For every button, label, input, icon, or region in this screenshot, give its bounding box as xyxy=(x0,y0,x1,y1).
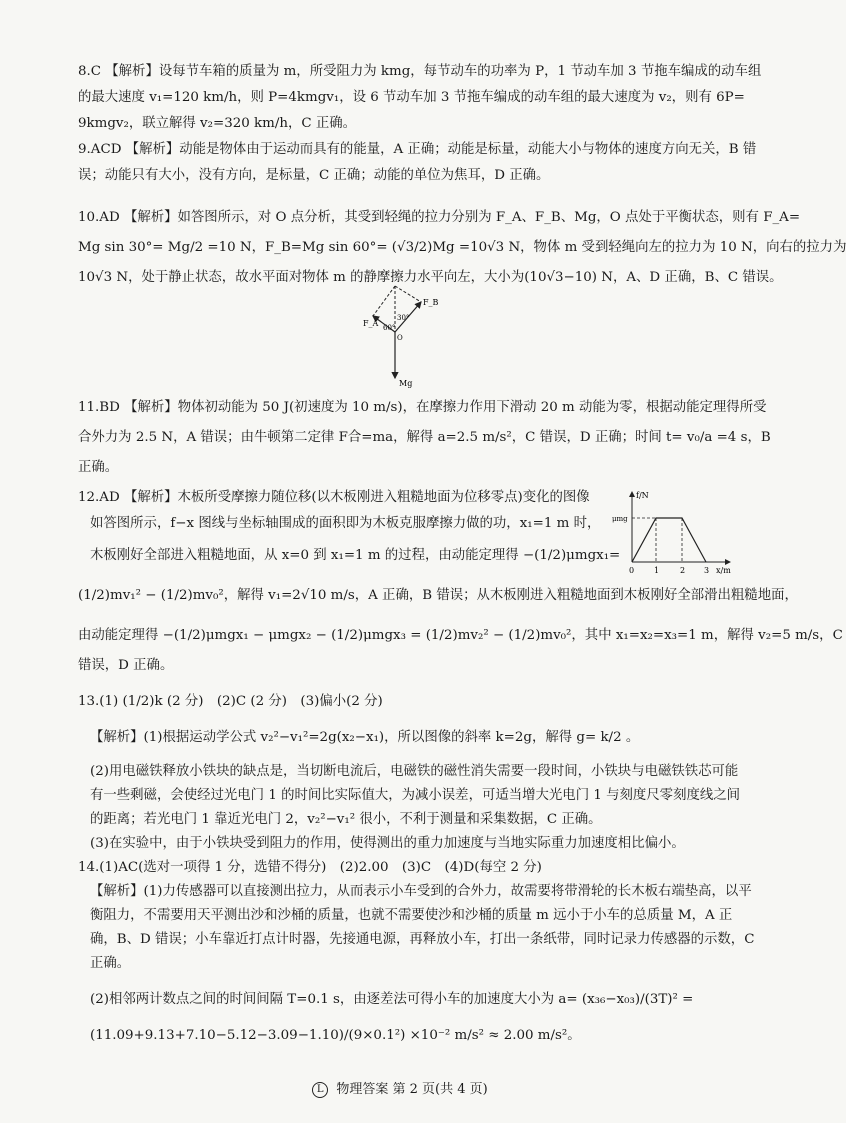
q12-line-3: 木板刚好全部进入粗糙地面，从 x=0 到 x₁=1 m 的过程，由动能定理得 −(1/2)μmgx₁= xyxy=(90,548,621,563)
q9-line-1: 9.ACD 【解析】动能是物体由于运动而具有的能量，A 正确；动能是标量，动能大小与物体的速度方向无关，B 错 xyxy=(78,142,757,157)
parallelogram-dashed-2 xyxy=(373,286,395,316)
angle-60-label: 60° xyxy=(383,324,396,332)
point-o-label: O xyxy=(397,334,403,342)
q11-line-1: 11.BD 【解析】物体初动能为 50 J(初速度为 10 m/s)，在摩擦力作用下滑动 20 m 动能为零，根据动能定理得所受 xyxy=(78,400,767,415)
q12-line-2: 如答图所示，f−x 图线与坐标轴围成的面积即为木板克服摩擦力做的功，x₁=1 m 时， xyxy=(90,516,601,531)
q12-line-5: 由动能定理得 −(1/2)μmgx₁ − μmgx₂ − (1/2)μmgx₃ = (1/2)mv₂² − (1/2)mv₀²，其中 x₁=x₂=x₃=1 m，解得 v₂=5 m/s，C xyxy=(78,628,843,643)
q11-line-2: 合外力为 2.5 N，A 错误；由牛顿第二定律 F合=ma，解得 a=2.5 m/s²，C 错误，D 正确；时间 t= v₀/a =4 s，B xyxy=(78,430,771,445)
q10-line-2: Mg sin 30°= Mg/2 =10 N，F_B=Mg sin 60°= (√3/2)Mg =10√3 N，物体 m 受到轻绳向左的拉力为 10 N，向右的拉力为 xyxy=(78,240,846,255)
y-axis-label: f/N xyxy=(636,491,649,500)
x-tick-0: 0 xyxy=(629,566,635,575)
fb-label: F_B xyxy=(423,298,439,307)
q14-analysis-6: (11.09+9.13+7.10−5.12−3.09−1.10)/(9×0.1²) ×10⁻² m/s² ≈ 2.00 m/s²。 xyxy=(90,1028,581,1043)
page-footer xyxy=(0,1078,800,1098)
friction-graph xyxy=(612,486,740,576)
q8-line-1: 8.C 【解析】设每节车箱的质量为 m，所受阻力为 kmg，每节动车的功率为 P，1 节动车加 3 节拖车编成的动车组 xyxy=(78,64,762,79)
x-tick-1: 1 xyxy=(654,566,660,575)
q12-line-1: 12.AD 【解析】木板所受摩擦力随位移(以木板刚进入粗糙地面为位移零点)变化的图像 xyxy=(78,490,590,505)
fa-label: F_A xyxy=(363,319,379,328)
q8-line-3: 9kmgv₂，联立解得 v₂=320 km/h，C 正确。 xyxy=(78,116,357,131)
force-diagram xyxy=(355,278,455,388)
q14-analysis-1: 【解析】(1)力传感器可以直接测出拉力，从而表示小车受到的合外力，故需要将带滑轮的长木板右端垫高，以平 xyxy=(90,884,752,899)
angle-30-label: 30° xyxy=(397,314,410,322)
q14-analysis-5: (2)相邻两计数点之间的时间间隔 T=0.1 s，由逐差法可得小车的加速度大小为 a= (x₃₆−x₀₃)/(3T)² = xyxy=(90,992,694,1007)
q14-answer: 14.(1)AC(选对一项得 1 分，选错不得分) (2)2.00 (3)C (4)D(每空 2 分) xyxy=(78,860,542,875)
q13-answer: 13.(1) (1/2)k (2 分) (2)C (2 分) (3)偏小(2 分) xyxy=(78,694,383,709)
q14-analysis-2: 衡阻力，不需要用天平测出沙和沙桶的质量，也就不需要使沙和沙桶的质量 m 远小于小车的总质量 M，A 正 xyxy=(90,908,733,923)
q12-line-4: (1/2)mv₁² − (1/2)mv₀²，解得 v₁=2√10 m/s，A 正确，B 错误；从木板刚进入粗糙地面到木板刚好全部滑出粗糙地面， xyxy=(78,588,798,603)
q14-analysis-3: 确，B、D 错误；小车靠近打点计时器，先接通电源，再释放小车，打出一条纸带，同时记录力传感器的示数，C xyxy=(90,932,755,947)
q13-analysis-5: (3)在实验中，由于小铁块受到阻力的作用，使得测出的重力加速度与当地实际重力加速度相比偏小。 xyxy=(90,836,685,851)
l-circle-icon: L xyxy=(312,1082,328,1098)
q12-line-6: 错误，D 正确。 xyxy=(78,658,174,673)
q10-line-3: 10√3 N，处于静止状态，故水平面对物体 m 的静摩擦力水平向左，大小为(10√3−10) N，A、D 正确，B、C 错误。 xyxy=(78,270,783,285)
x-tick-2: 2 xyxy=(680,566,686,575)
q9-line-2: 误；动能只有大小，没有方向，是标量，C 正确；动能的单位为焦耳，D 正确。 xyxy=(78,168,550,183)
q13-analysis-2: (2)用电磁铁释放小铁块的缺点是，当切断电流后，电磁铁的磁性消失需要一段时间，小铁块与电磁铁铁芯可能 xyxy=(90,764,739,779)
friction-curve xyxy=(632,518,706,562)
q14-analysis-4: 正确。 xyxy=(90,956,131,971)
q8-line-2: 的最大速度 v₁=120 km/h，则 P=4kmgv₁，设 6 节动车加 3 节拖车编成的动车组的最大速度为 v₂，则有 6P= xyxy=(78,90,745,105)
q11-line-3: 正确。 xyxy=(78,460,119,475)
mg-label: Mg xyxy=(399,379,413,388)
x-axis-label: x/m xyxy=(716,566,731,575)
q13-analysis-4: 的距离；若光电门 1 靠近光电门 2，v₂²−v₁² 很小，不利于测量和采集数据，C 正确。 xyxy=(90,812,602,827)
q13-analysis-3: 有一些剩磁，会使经过光电门 1 的时间比实际值大，为减小误差，可适当增大光电门 1 与刻度尺零刻度线之间 xyxy=(90,788,741,803)
parallelogram-dashed-1 xyxy=(395,286,421,302)
x-tick-3: 3 xyxy=(704,566,710,575)
umg-tick: μmg xyxy=(612,515,628,523)
q10-line-1: 10.AD 【解析】如答图所示，对 O 点分析，其受到轻绳的拉力分别为 F_A、F_B、Mg，O 点处于平衡状态，则有 F_A= xyxy=(78,210,801,225)
q13-analysis-1: 【解析】(1)根据运动学公式 v₂²−v₁²=2g(x₂−x₁)，所以图像的斜率 k=2g，解得 g= k/2 。 xyxy=(90,730,640,745)
footer-text: 物理答案 第 2 页(共 4 页) xyxy=(336,1082,488,1097)
